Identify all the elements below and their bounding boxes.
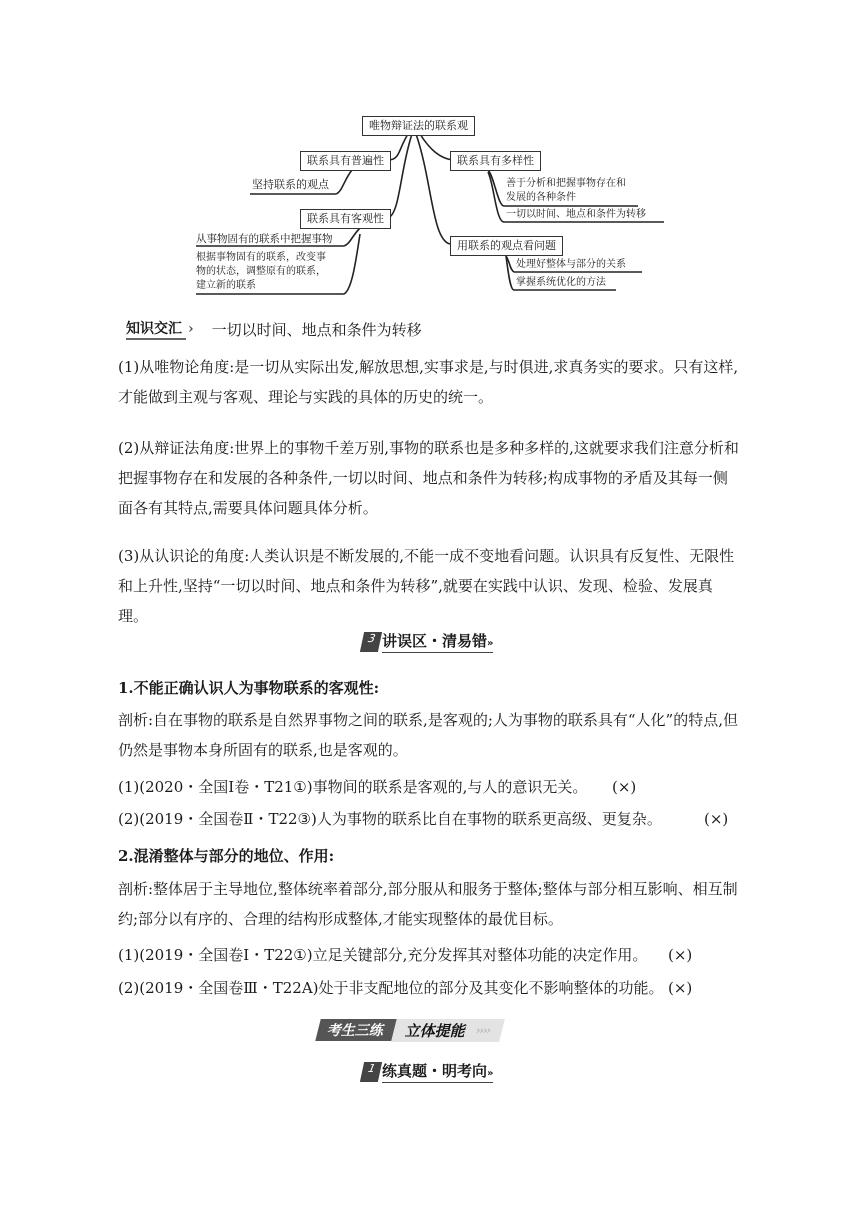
error-2-title: 2.混淆整体与部分的地位、作用: — [118, 847, 335, 865]
error-2-question-1-mark: (×) — [668, 946, 693, 964]
mind-map-view: 用联系的观点看问题 — [450, 236, 563, 256]
mind-map-objective-2-line3: 建立新的联系 — [196, 280, 256, 291]
knowledge-heading — [126, 318, 422, 340]
mind-map-objective: 联系具有客观性 — [300, 209, 391, 229]
error-1-question-1: (1)(2020・全国Ⅰ卷・T21①)事物间的联系是客观的,与人的意识无关。 — [118, 778, 588, 796]
section-1-badge: 1 — [360, 1062, 382, 1082]
mind-map-diverse-2: 一切以时间、地点和条件为转移 — [506, 209, 646, 220]
banner-left-label: 考生三练 — [315, 1019, 396, 1041]
mind-map-universal: 联系具有普遍性 — [300, 151, 391, 171]
section-1-heading — [362, 1060, 493, 1083]
chevron-right-icon: › — [188, 321, 194, 337]
mind-map-objective-2-line1: 根据事物固有的联系，改变事 — [196, 252, 326, 263]
practice-banner — [318, 1019, 502, 1041]
mind-map-objective-2-line2: 物的状态，调整原有的联系， — [196, 266, 326, 277]
knowledge-paragraph-2: (2)从辩证法角度:世界上的事物千差万别,事物的联系也是多种多样的,这就要求我们注意分析和把握事物存在和发展的各种条件,一切以时间、地点和条件为转移;构成事物的矛盾及其每一侧面各有其特点,需要具体问题具体分析。 — [118, 439, 739, 517]
mind-map-view-1: 处理好整体与部分的关系 — [516, 259, 626, 270]
section-3-title: 讲误区・清易错 — [382, 632, 488, 650]
error-1-question-2: (2)(2019・全国卷Ⅱ・T22③)人为事物的联系比自在事物的联系更高级、更复杂。 — [118, 810, 662, 828]
mind-map-diverse-1-line1: 善于分析和把握事物存在和 — [506, 178, 626, 189]
section-1-title: 练真题・明考向 — [382, 1062, 488, 1080]
knowledge-paragraph-3: (3)从认识论的角度:人类认识是不断发展的,不能一成不变地看问题。认识具有反复性、无限性和上升性,坚持“一切以时间、地点和条件为转移”,就要在实践中认识、发现、检验、发展真理。 — [118, 547, 735, 625]
error-2-question-1: (1)(2019・全国卷Ⅰ・T22①)立足关键部分,充分发挥其对整体功能的决定作用。 — [118, 946, 648, 964]
arrows-icon: ›››› — [474, 1023, 492, 1037]
error-1-question-1-mark: (×) — [612, 778, 637, 796]
section-3-heading — [362, 630, 493, 653]
error-2-question-2: (2)(2019・全国卷Ⅲ・T22A)处于非支配地位的部分及其变化不影响整体的功能。 — [118, 979, 664, 997]
error-1-question-2-mark: (×) — [704, 810, 729, 828]
knowledge-paragraph-1: (1)从唯物论角度:是一切从实际出发,解放思想,实事求是,与时俱进,求真务实的要求。只有这样,才能做到主观与客观、理论与实践的具体的历史的统一。 — [118, 358, 739, 406]
mind-map-diverse: 联系具有多样性 — [450, 151, 541, 171]
mind-map-view-2: 掌握系统优化的方法 — [516, 277, 606, 288]
section-3-badge: 3 — [360, 632, 382, 652]
mind-map-diverse-1-line2: 发展的各种条件 — [506, 192, 576, 203]
double-chevron-icon: » — [487, 1068, 494, 1079]
mind-map-connectors — [0, 0, 860, 300]
knowledge-topic: 一切以时间、地点和条件为转移 — [211, 320, 422, 339]
error-2-analysis: 剖析:整体居于主导地位,整体统率着部分,部分服从和服务于整体;整体与部分相互影响、相互制约;部分以有序的、合理的结构形成整体,才能实现整体的最优目标。 — [118, 880, 738, 928]
error-2-question-2-mark: (×) — [668, 979, 693, 997]
double-chevron-icon: » — [487, 638, 494, 649]
mind-map-universal-view: 坚持联系的观点 — [252, 178, 329, 191]
knowledge-tag: 知识交汇 — [126, 318, 186, 340]
error-1-analysis: 剖析:自在事物的联系是自然界事物之间的联系,是客观的;人为事物的联系具有“人化”的特点,但仍然是事物本身所固有的联系,也是客观的。 — [118, 711, 738, 759]
mind-map-root: 唯物辩证法的联系观 — [362, 116, 475, 136]
error-1-title: 1.不能正确认识人为事物联系的客观性: — [118, 679, 380, 697]
mind-map-objective-1: 从事物固有的联系中把握事物 — [196, 233, 333, 245]
banner-right-label: 立体提能 — [403, 1021, 469, 1040]
